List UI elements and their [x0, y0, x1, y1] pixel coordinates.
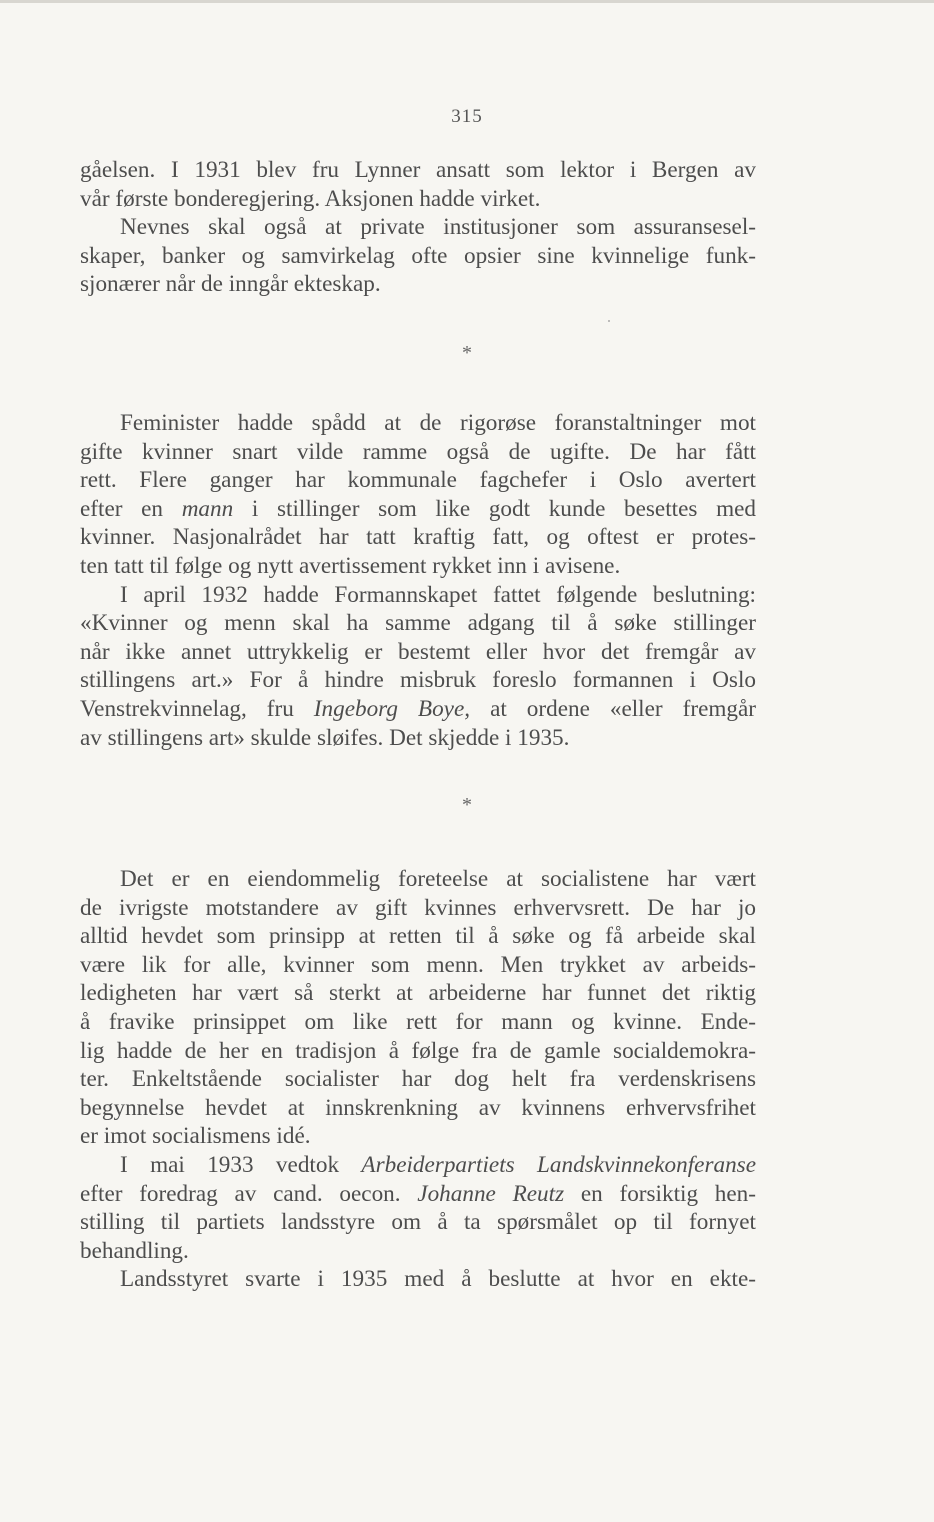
text-line: Landsstyret svarte i 1935 med å beslutte at hvor en ekte-	[120, 1266, 756, 1293]
text-run: en forsiktig hen-	[564, 1180, 756, 1207]
text-line: behandling.	[80, 1237, 189, 1264]
text-line: ledigheten har vært så sterkt at arbeiderne har funnet det riktig	[80, 980, 756, 1007]
page-number: 315	[451, 106, 483, 127]
text-run: I mai 1933 vedtok	[120, 1151, 362, 1178]
text-line: «Kvinner og menn skal ha samme adgang til å søke stillinger	[80, 610, 756, 637]
top-edge-rule	[0, 0, 934, 3]
text-line: sjonærer når de inngår ekteskap.	[80, 271, 381, 298]
text-run: efter en	[80, 495, 182, 522]
text-line: gifte kvinner snart vilde ramme også de ugifte. De har fått	[80, 438, 756, 465]
italic-name: Johanne Reutz	[417, 1180, 565, 1207]
text-line	[80, 695, 756, 724]
italic-name: Ingeborg Boye,	[313, 695, 471, 722]
paragraph-section-1	[80, 156, 756, 299]
text-line: skaper, banker og samvirkelag ofte opsier sine kvinnelige funk-	[80, 242, 756, 269]
italic-word: mann	[181, 495, 234, 522]
text-line: ter. Enkeltstående socialister har dog helt fra verdenskrisens	[80, 1066, 756, 1093]
text-line: lig hadde de her en tradisjon å følge fra de gamle socialdemokra-	[80, 1037, 756, 1064]
paragraph-section-2	[80, 409, 756, 752]
text-line	[80, 1151, 756, 1180]
stray-dot	[608, 320, 610, 322]
text-line: er imot socialismens idé.	[80, 1123, 311, 1150]
text-line: å fravike prinsippet om like rett for mann og kvinne. Ende-	[80, 1008, 756, 1035]
text-line: når ikke annet uttrykkelig er bestemt eller hvor det fremgår av	[80, 638, 756, 665]
section-separator-asterisk: *	[462, 342, 472, 364]
text-run: Venstrekvinnelag, fru	[80, 695, 314, 722]
text-line: gåelsen. I 1931 blev fru Lynner ansatt som lektor i Bergen av	[80, 157, 756, 183]
text-line: Nevnes skal også at private institusjoner som assuransesel-	[120, 214, 756, 241]
text-run: efter foredrag av cand. oecon.	[80, 1180, 418, 1207]
paragraph-section-3	[80, 865, 756, 1294]
text-line: stilling til partiets landsstyre om å ta spørsmålet op til fornyet	[80, 1209, 756, 1236]
text-line: Det er en eiendommelig foreteelse at socialistene har vært	[120, 866, 756, 892]
text-line: alltid hevdet som prinsipp at retten til å søke og få arbeide skal	[80, 923, 756, 950]
text-line	[80, 1180, 756, 1209]
text-line: Feminister hadde spådd at de rigorøse foranstaltninger mot	[120, 410, 756, 436]
text-line: I april 1932 hadde Formannskapet fattet følgende beslutning:	[120, 581, 756, 608]
text-line: stillingens art.» For å hindre misbruk foreslo formannen i Oslo	[80, 667, 756, 694]
text-line: de ivrigste motstandere av gift kvinnes erhvervsrett. De har jo	[80, 894, 756, 921]
italic-title: Arbeiderpartiets Landskvinnekonferanse	[361, 1151, 756, 1178]
section-separator-asterisk: *	[462, 794, 472, 816]
text-line: begynnelse hevdet at innskrenkning av kvinnens erhvervsfrihet	[80, 1094, 756, 1121]
text-line: rett. Flere ganger har kommunale fagchefer i Oslo avertert	[80, 467, 756, 494]
text-line: vår første bonderegjering. Aksjonen hadde virket.	[80, 185, 541, 212]
text-run: at ordene «eller fremgår	[470, 695, 756, 722]
text-line	[80, 495, 756, 524]
text-line: av stillingens art» skulde sløifes. Det skjedde i 1935.	[80, 724, 570, 751]
text-line: kvinner. Nasjonalrådet har tatt kraftig fatt, og oftest er protes-	[80, 524, 756, 551]
text-run: i stillinger som like godt kunde besettes med	[233, 495, 756, 522]
text-line: være lik for alle, kvinner som menn. Men trykket av arbeids-	[80, 951, 756, 978]
text-line: ten tatt til følge og nytt avertissement rykket inn i avisene.	[80, 552, 621, 579]
